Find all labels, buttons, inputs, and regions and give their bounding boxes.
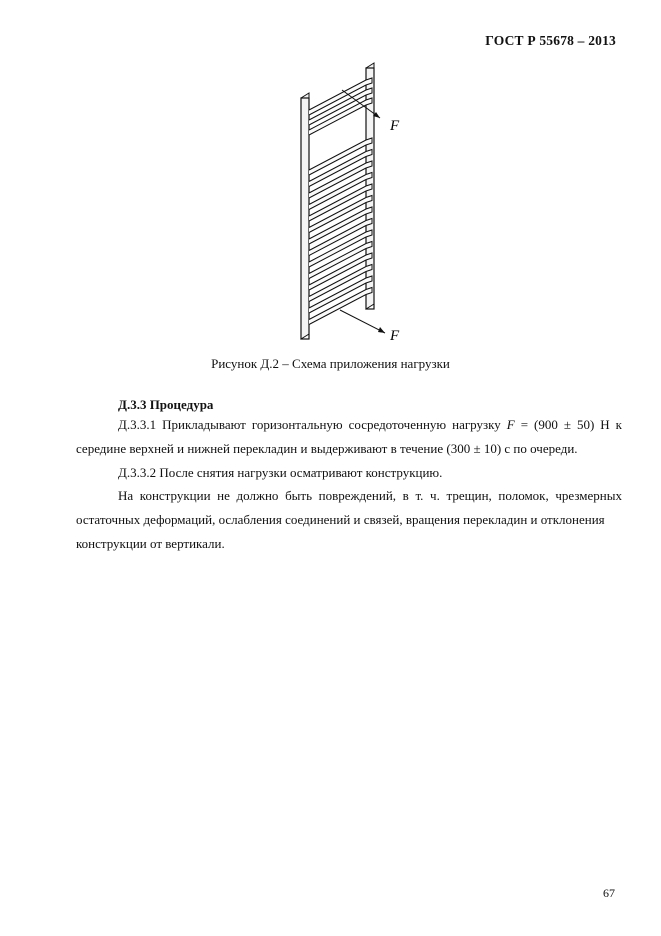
top-force-label: F bbox=[390, 118, 400, 134]
page-number: 67 bbox=[603, 886, 615, 900]
bottom-force-arrow-line bbox=[340, 310, 385, 333]
document-code-header: ГОСТ Р 55678 – 2013 bbox=[485, 33, 616, 48]
paragraph-3-line-1: На конструкции не должно быть повреждений, в т. ч. трещин, поломок, чрезмерных bbox=[118, 488, 622, 503]
p1-suffix: = (900 ± 50) Н к bbox=[514, 417, 622, 432]
left-rail-side bbox=[301, 93, 309, 339]
figure-caption: Рисунок Д.2 – Схема приложения нагрузки bbox=[211, 356, 450, 371]
ladder-drawing bbox=[280, 60, 420, 350]
paragraph-3-line-3: конструкции от вертикали. bbox=[76, 536, 225, 551]
rungs-group bbox=[309, 78, 372, 325]
bottom-force-label: F bbox=[390, 328, 400, 344]
ladder-load-diagram bbox=[280, 60, 420, 350]
paragraph-1-line-1 bbox=[76, 413, 622, 437]
paragraph-1-line-2: середине верхней и нижней перекладин и выдерживают в течение (300 ± 10) с по очереди. bbox=[76, 441, 578, 456]
section-title: Д.3.3 Процедура bbox=[118, 397, 214, 412]
p1-prefix: Д.3.3.1 Прикладывают горизонтальную сосредоточенную нагрузку bbox=[118, 417, 507, 432]
p1-variable: F bbox=[506, 417, 515, 432]
paragraph-2: Д.3.3.2 После снятия нагрузки осматривают конструкцию. bbox=[118, 465, 443, 480]
bottom-force-arrowhead bbox=[378, 327, 385, 333]
paragraph-3-line-2: остаточных деформаций, ослабления соединений и связей, вращения перекладин и отклонения bbox=[76, 512, 605, 527]
